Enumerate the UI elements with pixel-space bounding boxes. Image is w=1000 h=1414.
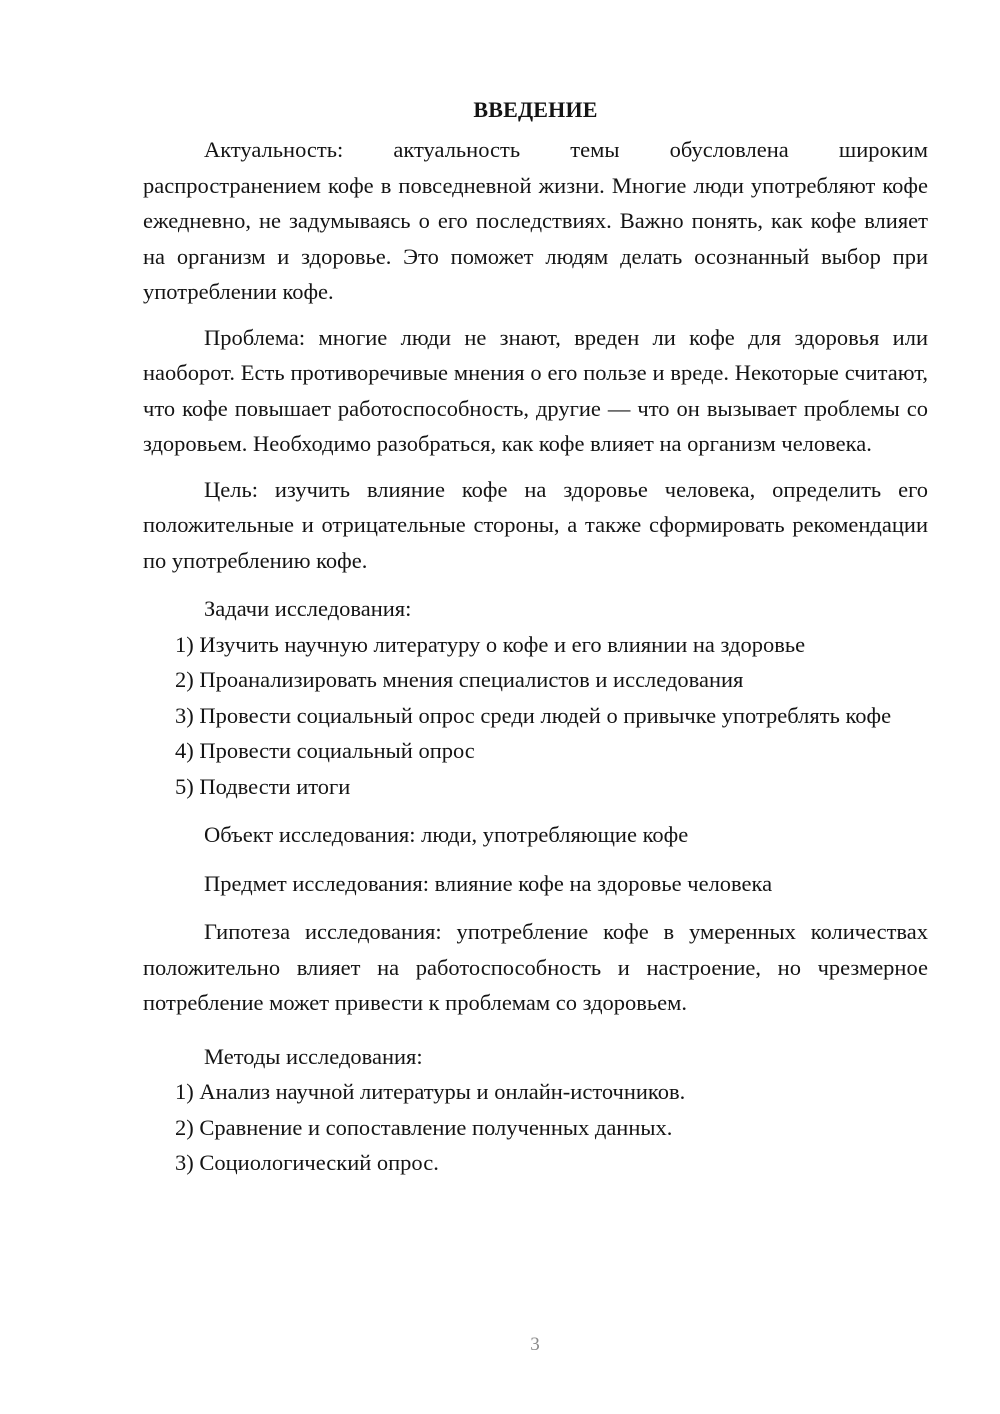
method-item: 2) Сравнение и сопоставление полученных данных.	[175, 1114, 673, 1140]
task-item: 3) Провести социальный опрос среди людей о привычке употреблять кофе	[175, 702, 892, 728]
tasks-heading: Задачи исследования:	[204, 596, 412, 621]
method-item: 3) Социологический опрос.	[175, 1150, 439, 1175]
task-item: 1) Изучить научную литературу о кофе и его влиянии на здоровье	[175, 631, 806, 657]
task-item: 5) Подвести итоги	[175, 773, 351, 799]
document-page	[143, 92, 928, 1181]
relevance-paragraph: Актуальность: актуальность темы обусловлена широким распространением кофе в повседневной жизни. Многие люди употребляют кофе ежедневно, не задумываясь о его последствиях. Важно понять, как кофе влияет на организм и здоровье. Это поможет людям делать осознанный выбор при употреблении кофе.	[143, 137, 928, 304]
task-item: 2) Проанализировать мнения специалистов и исследования	[175, 667, 744, 692]
page-number: 3	[530, 1334, 540, 1355]
hypothesis-paragraph: Гипотеза исследования: употребление кофе в умеренных количествах положительно влияет на работоспособность и настроение, но чрезмерное потребление может привести к проблемам со здоровьем.	[143, 919, 928, 1015]
method-item: 1) Анализ научной литературы и онлайн-источников.	[175, 1079, 686, 1104]
object-paragraph: Объект исследования: люди, употребляющие кофе	[204, 822, 689, 847]
problem-paragraph: Проблема: многие люди не знают, вреден ли кофе для здоровья или наоборот. Есть противоречивые мнения о его пользе и вреде. Некоторые считают, что кофе повышает работоспособность, другие — что он вызывает проблемы со здоровьем. Необходимо разобраться, как кофе влияет на организм человека.	[143, 324, 928, 456]
goal-paragraph: Цель: изучить влияние кофе на здоровье человека, определить его положительные и отрицательные стороны, а также сформировать рекомендации по употреблению кофе.	[143, 476, 928, 573]
subject-paragraph: Предмет исследования: влияние кофе на здоровье человека	[204, 870, 773, 896]
document-title: ВВЕДЕНИЕ	[473, 97, 598, 122]
methods-heading: Методы исследования:	[204, 1043, 423, 1069]
task-item: 4) Провести социальный опрос	[175, 738, 475, 763]
